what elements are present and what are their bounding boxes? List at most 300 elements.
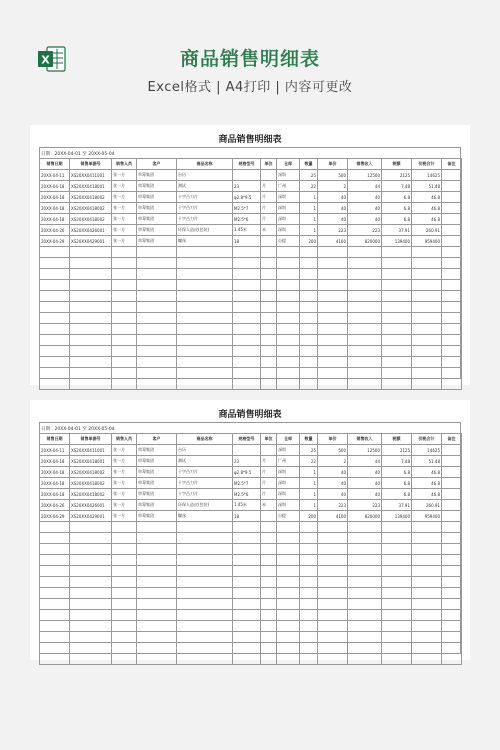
empty-cell: [300, 577, 318, 588]
empty-cell: [300, 632, 318, 643]
empty-cell: [261, 533, 277, 544]
empty-cell: [300, 313, 318, 324]
table-cell: 37.91: [382, 225, 412, 236]
table-cell: 40: [318, 203, 348, 214]
empty-cell: [177, 313, 233, 324]
table-cell: [442, 456, 462, 467]
empty-cell: [382, 566, 412, 577]
table-cell: 20XX-04-18: [40, 203, 70, 214]
empty-cell: [233, 654, 261, 665]
empty-cell: [348, 302, 382, 313]
empty-cell: [318, 258, 348, 269]
table-cell: 测试: [177, 181, 233, 192]
table-cell: 6.8: [382, 192, 412, 203]
table-cell: 500: [318, 445, 348, 456]
column-header: 销售日期: [40, 434, 70, 445]
empty-cell: [442, 522, 462, 533]
empty-cell: [382, 379, 412, 390]
table-cell: XS20XX0418002: [70, 192, 112, 203]
table-cell: 20XX-04-26: [40, 225, 70, 236]
empty-cell: [412, 577, 442, 588]
empty-cell: [277, 632, 300, 643]
empty-cell: [442, 346, 462, 357]
empty-cell: [300, 302, 318, 313]
empty-cell: [70, 280, 112, 291]
empty-cell: [112, 247, 137, 258]
empty-cell: [412, 302, 442, 313]
table-cell: XS20XX0429001: [70, 511, 112, 522]
empty-cell: [137, 566, 177, 577]
empty-cell: [137, 302, 177, 313]
sheet-title: 商品销售明细表: [218, 410, 282, 420]
empty-cell: [348, 610, 382, 621]
empty-cell: [277, 346, 300, 357]
empty-cell: [137, 621, 177, 632]
table-cell: 张一方: [112, 478, 137, 489]
empty-cell: [348, 533, 382, 544]
table-cell: 6.8: [382, 467, 412, 478]
table-cell: 139400: [382, 511, 412, 522]
table-cell: [261, 170, 277, 181]
table-cell: 37.91: [382, 500, 412, 511]
empty-cell: [261, 610, 277, 621]
empty-cell: [261, 555, 277, 566]
empty-cell: [442, 566, 462, 577]
empty-row: [40, 357, 462, 368]
table-cell: 12500: [348, 170, 382, 181]
empty-cell: [40, 632, 70, 643]
table-cell: M2.5*7: [233, 203, 261, 214]
empty-cell: [70, 632, 112, 643]
empty-cell: [442, 379, 462, 390]
table-cell: 959400: [412, 236, 442, 247]
table-cell: XS20XX0418002: [70, 203, 112, 214]
empty-cell: [70, 379, 112, 390]
empty-cell: [277, 379, 300, 390]
empty-cell: [277, 324, 300, 335]
empty-cell: [233, 269, 261, 280]
empty-cell: [70, 555, 112, 566]
empty-cell: [277, 280, 300, 291]
sheet-preview-1: [30, 125, 470, 385]
empty-cell: [382, 247, 412, 258]
empty-cell: [177, 335, 233, 346]
table-cell: 14625: [412, 445, 442, 456]
empty-cell: [318, 280, 348, 291]
table-cell: 25: [300, 170, 318, 181]
empty-cell: [348, 599, 382, 610]
table-cell: 张一方: [112, 203, 137, 214]
table-row: [40, 203, 462, 214]
empty-cell: [40, 588, 70, 599]
empty-cell: [40, 368, 70, 379]
empty-cell: [70, 258, 112, 269]
empty-cell: [318, 379, 348, 390]
empty-cell: [300, 335, 318, 346]
empty-cell: [137, 258, 177, 269]
table-cell: 40: [348, 192, 382, 203]
empty-cell: [137, 533, 177, 544]
empty-cell: [40, 544, 70, 555]
empty-cell: [70, 346, 112, 357]
empty-row: [40, 379, 462, 390]
table-cell: 40: [318, 192, 348, 203]
table-cell: M2.5*6: [233, 214, 261, 225]
empty-cell: [442, 654, 462, 665]
empty-cell: [112, 566, 137, 577]
empty-cell: [318, 577, 348, 588]
table-cell: 959400: [412, 511, 442, 522]
table-header-row: [40, 159, 462, 170]
empty-cell: [112, 577, 137, 588]
table-cell: 51.48: [412, 181, 442, 192]
empty-cell: [382, 280, 412, 291]
empty-cell: [442, 632, 462, 643]
column-header: 客户: [137, 434, 177, 445]
empty-cell: [442, 302, 462, 313]
column-header: 销售人员: [112, 434, 137, 445]
empty-cell: [40, 654, 70, 665]
empty-cell: [261, 302, 277, 313]
table-cell: 223: [318, 225, 348, 236]
empty-cell: [177, 280, 233, 291]
empty-cell: [277, 335, 300, 346]
empty-cell: [412, 599, 442, 610]
table-cell: 40: [348, 214, 382, 225]
empty-cell: [177, 632, 233, 643]
table-cell: [442, 192, 462, 203]
table-cell: 草莓集团: [137, 236, 177, 247]
table-cell: 200: [300, 511, 318, 522]
empty-cell: [318, 291, 348, 302]
empty-cell: [40, 258, 70, 269]
empty-cell: [261, 335, 277, 346]
empty-cell: [412, 291, 442, 302]
table-cell: 46.8: [412, 203, 442, 214]
empty-row: [40, 544, 462, 555]
empty-cell: [348, 269, 382, 280]
empty-cell: [112, 291, 137, 302]
empty-cell: [382, 654, 412, 665]
table-cell: 深圳: [277, 170, 300, 181]
empty-cell: [40, 522, 70, 533]
empty-cell: [277, 566, 300, 577]
empty-cell: [233, 324, 261, 335]
table-cell: 张一方: [112, 214, 137, 225]
empty-cell: [177, 247, 233, 258]
empty-cell: [261, 566, 277, 577]
table-cell: 深圳: [277, 214, 300, 225]
empty-cell: [412, 621, 442, 632]
empty-cell: [40, 313, 70, 324]
column-header: 单价: [318, 434, 348, 445]
table-cell: 23: [233, 456, 261, 467]
empty-cell: [137, 379, 177, 390]
table-cell: 25: [300, 445, 318, 456]
empty-cell: [442, 258, 462, 269]
empty-cell: [348, 566, 382, 577]
empty-cell: [382, 555, 412, 566]
empty-row: [40, 621, 462, 632]
table-cell: 十字凸刀片: [177, 467, 233, 478]
column-header: 销售日期: [40, 159, 70, 170]
empty-row: [40, 632, 462, 643]
empty-cell: [112, 632, 137, 643]
table-cell: [442, 500, 462, 511]
empty-cell: [233, 643, 261, 654]
table-row: [40, 225, 462, 236]
empty-cell: [233, 346, 261, 357]
table-cell: 草莓集团: [137, 511, 177, 522]
empty-cell: [233, 632, 261, 643]
empty-cell: [382, 621, 412, 632]
table-cell: 深圳: [277, 203, 300, 214]
table-cell: XS20XX0426001: [70, 225, 112, 236]
table-cell: 片: [261, 478, 277, 489]
table-cell: 深圳: [277, 478, 300, 489]
empty-cell: [177, 368, 233, 379]
empty-cell: [261, 599, 277, 610]
column-header: 价税合计: [412, 434, 442, 445]
empty-cell: [70, 621, 112, 632]
table-cell: 40: [348, 478, 382, 489]
empty-cell: [137, 610, 177, 621]
table-cell: 1: [300, 478, 318, 489]
empty-cell: [177, 599, 233, 610]
column-header: 销售单据号: [70, 434, 112, 445]
empty-cell: [261, 588, 277, 599]
empty-cell: [40, 621, 70, 632]
empty-cell: [277, 610, 300, 621]
empty-cell: [412, 533, 442, 544]
empty-cell: [442, 643, 462, 654]
table-cell: 1.45米: [233, 500, 261, 511]
empty-cell: [112, 313, 137, 324]
empty-cell: [177, 258, 233, 269]
table-header-row: [40, 434, 462, 445]
empty-cell: [137, 654, 177, 665]
table-cell: 深圳: [277, 192, 300, 203]
column-header: 数量: [300, 434, 318, 445]
table-cell: M2.5*7: [233, 478, 261, 489]
table-cell: φ2.8*9.5: [233, 192, 261, 203]
table-cell: 草莓集团: [137, 225, 177, 236]
empty-cell: [318, 357, 348, 368]
empty-cell: [112, 324, 137, 335]
column-header: 销售单据号: [70, 159, 112, 170]
empty-cell: [277, 588, 300, 599]
column-header: 销售收入: [348, 434, 382, 445]
column-header: 销售收入: [348, 159, 382, 170]
table-cell: 51.48: [412, 456, 442, 467]
table-cell: 2: [318, 456, 348, 467]
table-cell: 500: [318, 170, 348, 181]
table-cell: 4100: [318, 511, 348, 522]
empty-cell: [261, 280, 277, 291]
empty-cell: [277, 533, 300, 544]
table-cell: 米: [261, 225, 277, 236]
table-cell: 223: [348, 500, 382, 511]
empty-cell: [70, 302, 112, 313]
table-cell: 20XX-04-18: [40, 478, 70, 489]
table-cell: 十字凸刀片: [177, 214, 233, 225]
table-cell: 2125: [382, 445, 412, 456]
table-cell: 草莓集团: [137, 467, 177, 478]
empty-cell: [177, 357, 233, 368]
empty-cell: [412, 269, 442, 280]
empty-cell: [233, 533, 261, 544]
table-cell: 片: [261, 192, 277, 203]
empty-cell: [233, 335, 261, 346]
empty-cell: [70, 544, 112, 555]
empty-cell: [137, 335, 177, 346]
empty-cell: [70, 599, 112, 610]
table-cell: 广州: [277, 181, 300, 192]
empty-row: [40, 368, 462, 379]
empty-cell: [348, 258, 382, 269]
table-cell: 2: [318, 181, 348, 192]
empty-cell: [348, 313, 382, 324]
table-cell: 环保人造皮(包装): [177, 500, 233, 511]
empty-cell: [442, 368, 462, 379]
column-header: 单价: [318, 159, 348, 170]
column-header: 销售人员: [112, 159, 137, 170]
empty-row: [40, 269, 462, 280]
sheet-date-range: 日期：20XX-04-01 至 20XX-05-04: [41, 152, 115, 157]
empty-row: [40, 258, 462, 269]
empty-cell: [348, 588, 382, 599]
empty-row: [40, 522, 462, 533]
empty-cell: [300, 522, 318, 533]
empty-cell: [177, 379, 233, 390]
empty-cell: [233, 544, 261, 555]
empty-cell: [40, 302, 70, 313]
page-title: 商品销售明细表: [179, 48, 320, 70]
empty-cell: [233, 291, 261, 302]
sales-table: [39, 433, 462, 665]
empty-cell: [348, 335, 382, 346]
empty-cell: [318, 566, 348, 577]
table-cell: 深圳: [277, 445, 300, 456]
table-cell: 草莓集团: [137, 214, 177, 225]
empty-cell: [277, 247, 300, 258]
table-cell: 螺丝: [177, 511, 233, 522]
empty-cell: [112, 379, 137, 390]
empty-cell: [382, 610, 412, 621]
empty-cell: [277, 302, 300, 313]
table-cell: 20XX-04-29: [40, 236, 70, 247]
empty-cell: [348, 346, 382, 357]
table-cell: 7.48: [382, 181, 412, 192]
table-cell: 1: [300, 225, 318, 236]
table-cell: [261, 511, 277, 522]
empty-cell: [70, 654, 112, 665]
empty-cell: [261, 654, 277, 665]
table-cell: 片: [261, 214, 277, 225]
empty-cell: [277, 621, 300, 632]
table-cell: 20XX-04-18: [40, 456, 70, 467]
empty-row: [40, 599, 462, 610]
empty-cell: [261, 643, 277, 654]
table-cell: XS20XX0418002: [70, 478, 112, 489]
empty-cell: [412, 610, 442, 621]
empty-cell: [382, 346, 412, 357]
table-cell: 6.8: [382, 489, 412, 500]
table-cell: 200: [300, 236, 318, 247]
empty-cell: [300, 588, 318, 599]
table-cell: [261, 445, 277, 456]
empty-cell: [382, 544, 412, 555]
table-cell: 深圳: [277, 467, 300, 478]
empty-cell: [177, 588, 233, 599]
table-cell: 20XX-04-18: [40, 214, 70, 225]
column-header: 单位: [261, 159, 277, 170]
empty-cell: [137, 269, 177, 280]
empty-cell: [300, 610, 318, 621]
table-row: [40, 478, 462, 489]
empty-cell: [442, 335, 462, 346]
table-cell: XS20XX0418002: [70, 489, 112, 500]
empty-cell: [112, 522, 137, 533]
empty-cell: [277, 291, 300, 302]
empty-cell: [137, 346, 177, 357]
empty-cell: [112, 555, 137, 566]
table-cell: 草莓集团: [137, 500, 177, 511]
empty-row: [40, 335, 462, 346]
empty-cell: [300, 621, 318, 632]
empty-cell: [348, 522, 382, 533]
empty-cell: [412, 357, 442, 368]
table-cell: 十字凸刀片: [177, 489, 233, 500]
table-cell: 20XX-04-11: [40, 170, 70, 181]
table-cell: 张一方: [112, 500, 137, 511]
empty-cell: [233, 566, 261, 577]
empty-cell: [318, 522, 348, 533]
empty-cell: [382, 368, 412, 379]
table-cell: 40: [318, 467, 348, 478]
empty-cell: [261, 632, 277, 643]
empty-cell: [112, 335, 137, 346]
empty-cell: [318, 643, 348, 654]
empty-cell: [177, 533, 233, 544]
empty-cell: [318, 368, 348, 379]
empty-cell: [40, 566, 70, 577]
table-cell: [442, 511, 462, 522]
table-cell: 草莓集团: [137, 456, 177, 467]
empty-cell: [233, 280, 261, 291]
empty-cell: [40, 610, 70, 621]
column-header: 税额: [382, 434, 412, 445]
empty-cell: [112, 533, 137, 544]
empty-cell: [300, 555, 318, 566]
table-cell: 张一方: [112, 236, 137, 247]
empty-cell: [318, 324, 348, 335]
table-cell: [442, 214, 462, 225]
empty-row: [40, 555, 462, 566]
empty-cell: [261, 269, 277, 280]
table-row: [40, 445, 462, 456]
empty-cell: [412, 588, 442, 599]
table-cell: 草莓集团: [137, 478, 177, 489]
empty-cell: [442, 313, 462, 324]
table-cell: 1: [300, 214, 318, 225]
empty-row: [40, 588, 462, 599]
empty-cell: [233, 313, 261, 324]
empty-cell: [233, 357, 261, 368]
empty-cell: [348, 291, 382, 302]
table-row: [40, 456, 462, 467]
empty-cell: [261, 313, 277, 324]
